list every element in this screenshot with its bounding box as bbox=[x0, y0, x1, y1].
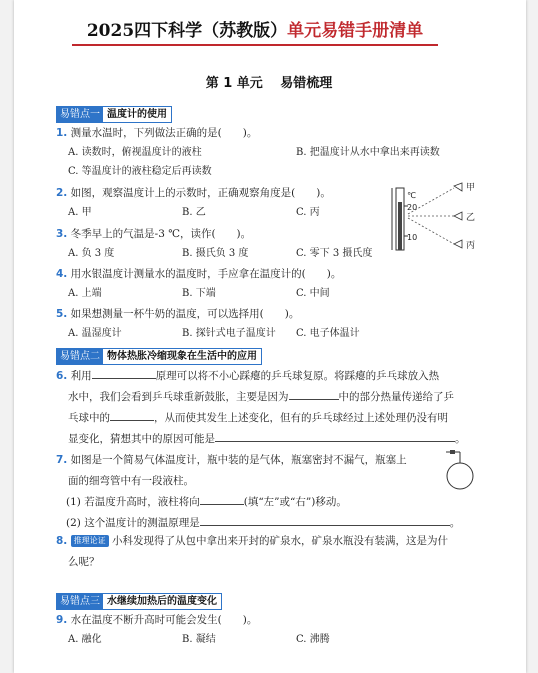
question-6-line-3: 乓球中的 ，从而使其发生上述变化，但有的乒乓球经过上述处理仍没有明 bbox=[56, 408, 476, 429]
question-stem: 水在温度不断升高时可能会发生( )。 bbox=[70, 614, 258, 626]
liquid-column bbox=[450, 450, 455, 454]
unit-label: ℃ bbox=[407, 191, 416, 200]
question-number: 6. bbox=[56, 370, 68, 382]
eye-icon bbox=[454, 212, 462, 220]
option-c: C. 电子体温计 bbox=[296, 328, 360, 339]
question-7-sub-1: (1) 若温度升高时，液柱将向 (填“左”或“右”)移动。 bbox=[66, 492, 486, 513]
tick-label-20: 20 bbox=[407, 203, 418, 212]
question-stem: 用水银温度计测量水的温度时，手应拿在温度计的( )。 bbox=[70, 268, 342, 280]
question-stem: 测量水温时，下列做法正确的是( )。 bbox=[70, 127, 258, 139]
question-number: 2. bbox=[56, 187, 68, 199]
question-stem: 冬季早上的气温是-3 ℃，读作( )。 bbox=[70, 228, 252, 240]
header-title: 2025四下科学（苏教版） bbox=[86, 21, 288, 41]
question-8-line-1: 8. 推理论证 小科发现得了从包中拿出来开封的矿泉水，矿泉水瓶没有装满，这是为什 bbox=[56, 535, 448, 547]
question-9 bbox=[56, 612, 257, 628]
question-stem: 如果想测量一杯牛奶的温度，可以选择用( )。 bbox=[70, 308, 300, 320]
answer-blank[interactable] bbox=[215, 429, 455, 442]
option-c: C. 丙 bbox=[296, 207, 320, 218]
page-header bbox=[72, 18, 438, 46]
option-a: A. 甲 bbox=[68, 207, 92, 218]
option-a: A. 温湿度计 bbox=[68, 328, 122, 339]
option-a: A. 融化 bbox=[68, 634, 102, 645]
question-7 bbox=[56, 450, 436, 492]
question-5 bbox=[56, 306, 299, 322]
option-b: B. 探针式电子温度计 bbox=[182, 328, 276, 339]
unit-title: 第 1 单元 易错梳理 bbox=[205, 76, 333, 91]
view-label-bing: 丙 bbox=[466, 241, 476, 251]
question-7-line-2: 面的细弯管中有一段液柱。 bbox=[68, 475, 194, 487]
option-c: C. 中间 bbox=[296, 288, 330, 299]
question-8 bbox=[56, 531, 476, 573]
section-tag-2 bbox=[56, 348, 262, 365]
section-tag-label: 易错点三 bbox=[57, 594, 103, 609]
eye-icon bbox=[454, 183, 462, 191]
option-a: A. 上端 bbox=[68, 288, 102, 299]
question-number: 7. bbox=[56, 454, 68, 466]
reasoning-badge: 推理论证 bbox=[71, 535, 109, 547]
option-a: A. 读数时，俯视温度计的液柱 bbox=[68, 147, 202, 158]
question-number: 3. bbox=[56, 228, 68, 240]
question-1 bbox=[56, 125, 257, 141]
option-b: B. 凝结 bbox=[182, 634, 216, 645]
question-8-line-2: 么呢？ bbox=[68, 556, 100, 568]
question-6 bbox=[56, 366, 476, 450]
view-label-yi: 乙 bbox=[466, 213, 476, 223]
option-c: C. 零下 3 摄氏度 bbox=[296, 248, 373, 259]
section-tag-name: 水继续加热后的温度变化 bbox=[107, 596, 217, 607]
option-a: A. 负 3 度 bbox=[68, 248, 115, 259]
flask bbox=[447, 463, 473, 489]
question-7-line-1: 7. 如图是一个简易气体温度计，瓶中装的是气体，瓶塞密封不漏气，瓶塞上 bbox=[56, 454, 407, 466]
question-6-line-4: 显变化，猜想其中的原因可能是 。 bbox=[56, 429, 476, 450]
question-number: 5. bbox=[56, 308, 68, 320]
question-3 bbox=[56, 226, 251, 242]
answer-blank[interactable] bbox=[110, 408, 154, 421]
option-c: C. 沸腾 bbox=[296, 634, 330, 645]
answer-blank[interactable] bbox=[92, 366, 156, 379]
question-number: 9. bbox=[56, 614, 68, 626]
thermometer-liquid bbox=[398, 202, 402, 250]
question-6-line-1: 6. 利用 原理可以将不小心踩瘪的乒乓球复原。将踩瘪的乒乓球放入热 bbox=[56, 366, 476, 387]
section-tag-name: 物体热胀冷缩现象在生活中的应用 bbox=[107, 351, 257, 362]
question-6-line-2: 水中，我们会看到乒乓球重新鼓胀，主要是因为 中的部分热量传递给了乒 bbox=[56, 387, 476, 408]
question-4 bbox=[56, 266, 341, 282]
section-tag-label: 易错点二 bbox=[57, 349, 103, 364]
option-c: C. 等温度计的液柱稳定后再读数 bbox=[68, 166, 212, 177]
header-title-highlight: 单元易错手册清单 bbox=[287, 21, 424, 41]
option-b: B. 下端 bbox=[182, 288, 216, 299]
section-tag-label: 易错点一 bbox=[57, 107, 103, 122]
question-number: 1. bbox=[56, 127, 68, 139]
question-2 bbox=[56, 185, 331, 201]
option-b: B. 把温度计从水中拿出来再读数 bbox=[296, 147, 440, 158]
eye-icon bbox=[454, 240, 462, 248]
section-tag-name: 温度计的使用 bbox=[107, 109, 167, 120]
answer-blank[interactable] bbox=[200, 513, 450, 526]
thermometer-figure bbox=[380, 180, 500, 252]
option-b: B. 乙 bbox=[182, 207, 206, 218]
tick-label-10: 10 bbox=[407, 233, 418, 242]
section-tag-1 bbox=[56, 106, 172, 123]
gas-thermometer-figure bbox=[440, 446, 480, 492]
question-number: 8. bbox=[56, 535, 68, 547]
section-tag-3 bbox=[56, 593, 222, 610]
question-stem: 如图，观察温度计上的示数时，正确观察角度是( )。 bbox=[70, 187, 331, 199]
answer-blank[interactable] bbox=[289, 387, 339, 400]
option-b: B. 摄氏负 3 度 bbox=[182, 248, 249, 259]
question-number: 4. bbox=[56, 268, 68, 280]
answer-blank[interactable] bbox=[200, 492, 244, 505]
view-label-jia: 甲 bbox=[466, 183, 476, 193]
question-7-sub-2: (2) 这个温度计的测温原理是 。 bbox=[66, 513, 486, 534]
